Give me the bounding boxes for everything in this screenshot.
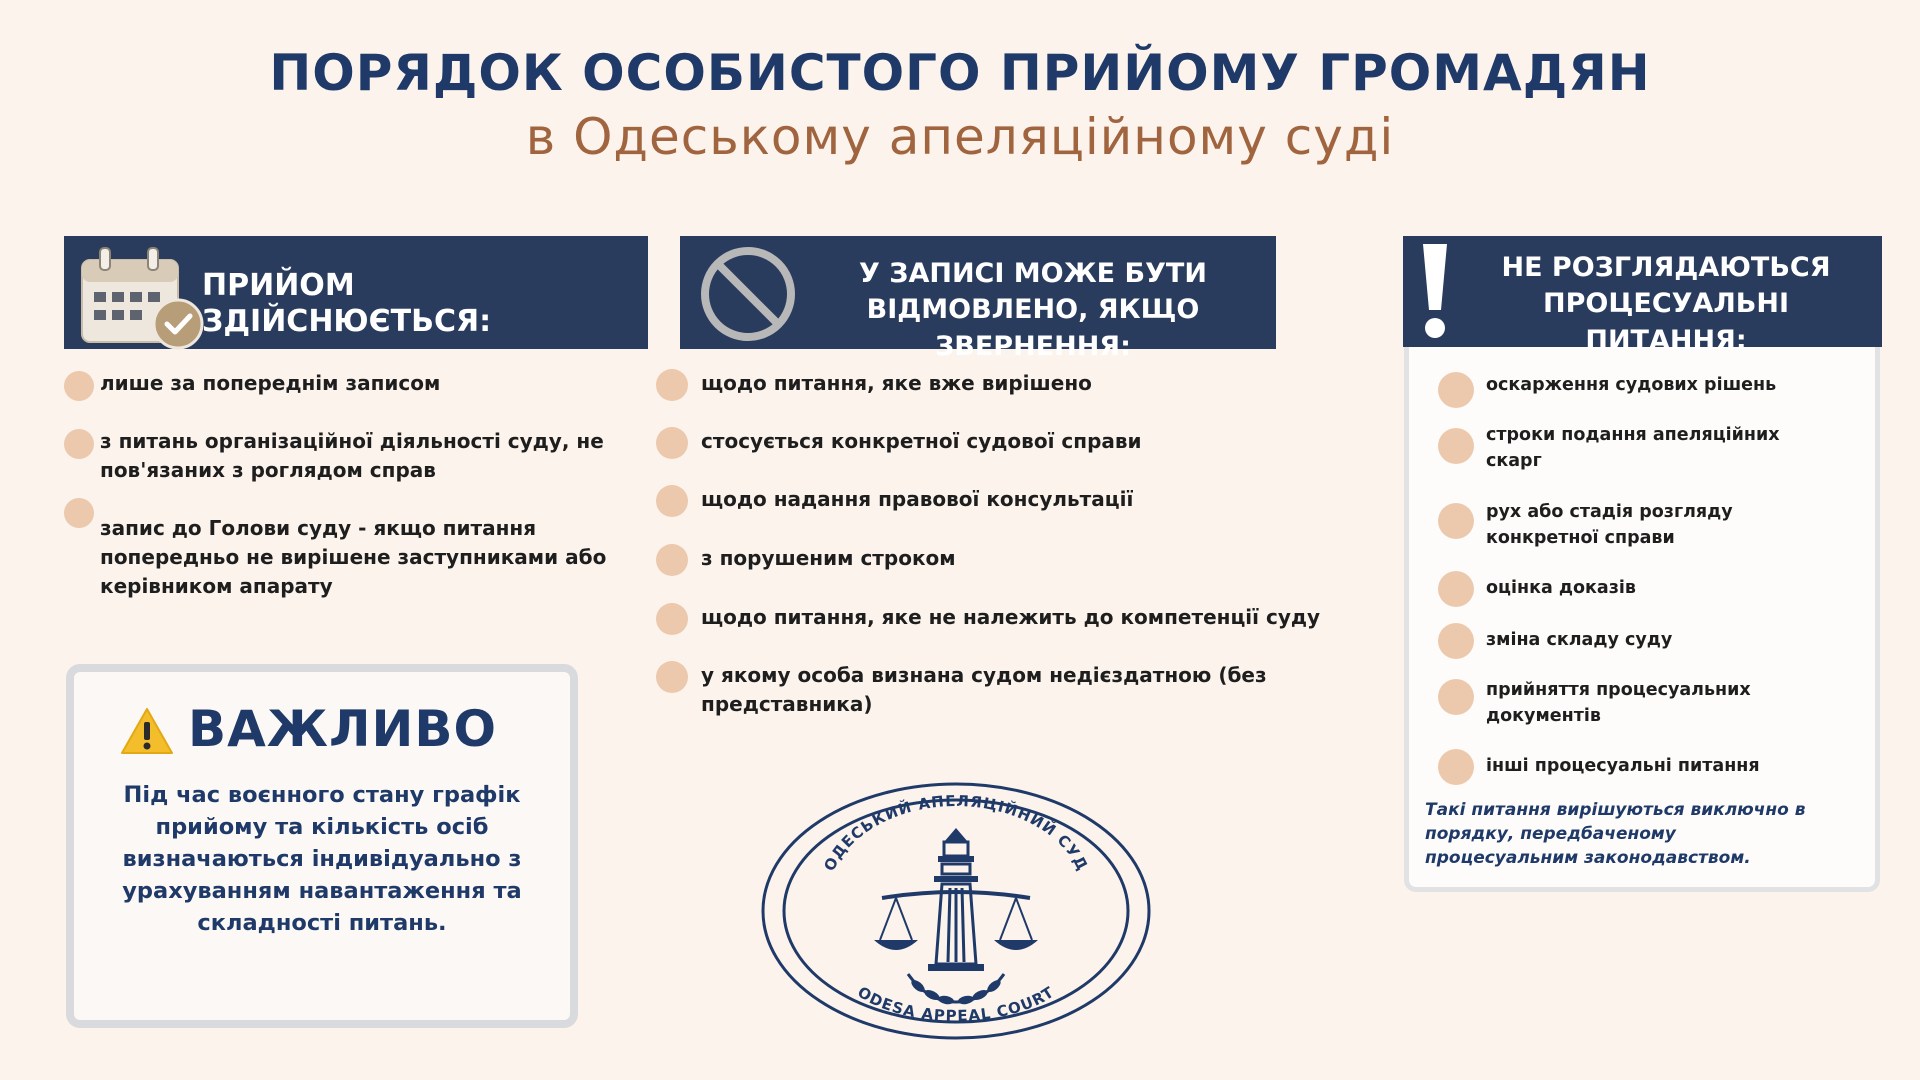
list-item: оцінка доказів (1486, 575, 1826, 601)
list-item: стосується конкретної судової справи (701, 427, 1361, 456)
bullet-dot (1438, 679, 1474, 715)
bullet-dot (1438, 571, 1474, 607)
refusal-heading-line1: У ЗАПИСІ МОЖЕ БУТИ (859, 258, 1207, 289)
svg-text:ODESA APPEAL COURT (854, 983, 1057, 1025)
procedural-heading (1461, 250, 1871, 359)
court-seal-logo (758, 780, 1154, 1042)
list-item: оскарження судових рішень (1486, 372, 1826, 398)
list-item: у якому особа визнана судом недієздатною (без представника) (701, 661, 1361, 719)
refusal-banner (680, 236, 1276, 362)
list-item: щодо питання, яке не належить до компетенції суду (701, 603, 1361, 632)
bullet-dot (656, 603, 688, 635)
list-item: з порушеним строком (701, 544, 1361, 573)
list-item: зміна складу суду (1486, 627, 1826, 653)
seal-top-text: ОДЕСЬКИЙ АПЕЛЯЦІЙНИЙ СУД (820, 791, 1092, 875)
bullet-dot (64, 371, 94, 401)
bullet-dot (656, 427, 688, 459)
bullet-dot (656, 661, 688, 693)
bullet-dot (1438, 503, 1474, 539)
bullet-dot (1438, 428, 1474, 464)
list-item: щодо питання, яке вже вирішено (701, 369, 1361, 398)
list-item: рух або стадія розгляду конкретної справи (1486, 499, 1826, 552)
page-subtitle: в Одеському апеляційному суді (525, 108, 1395, 166)
list-item: строки подання апеляційних скарг (1486, 422, 1826, 475)
list-item: лише за попереднім записом (100, 369, 620, 398)
page-title: ПОРЯДОК ОСОБИСТОГО ПРИЙОМУ ГРОМАДЯН (269, 44, 1651, 102)
list-item: прийняття процесуальних документів (1486, 677, 1826, 730)
list-item: щодо надання правової консультації (701, 485, 1361, 514)
list-item: запис до Голови суду - якщо питання попередньо не вирішене заступниками або керівником апарату (100, 514, 620, 601)
reception-heading: ПРИЙОМ ЗДІЙСНЮЄТЬСЯ: (202, 268, 492, 339)
procedural-heading-line2: ПРОЦЕСУАЛЬНІ ПИТАННЯ: (1542, 288, 1789, 356)
bullet-dot (656, 369, 688, 401)
list-item: інші процесуальні питання (1486, 753, 1826, 779)
bullet-dot (1438, 749, 1474, 785)
bullet-dot (1438, 623, 1474, 659)
refusal-heading (798, 256, 1268, 365)
bullet-dot (656, 485, 688, 517)
procedural-banner (1403, 236, 1882, 356)
important-title: ВАЖЛИВО (188, 700, 498, 758)
refusal-heading-line2: ВІДМОВЛЕНО, ЯКЩО ЗВЕРНЕННЯ: (866, 294, 1200, 362)
procedural-heading-line1: НЕ РОЗГЛЯДАЮТЬСЯ (1501, 252, 1831, 283)
calendar-check-icon (78, 244, 208, 354)
bullet-dot (64, 429, 94, 459)
bullet-dot (1438, 372, 1474, 408)
bullet-dot (656, 544, 688, 576)
bullet-dot (64, 498, 94, 528)
prohibited-icon (698, 244, 798, 344)
important-box (66, 664, 578, 1028)
seal-bottom-text: ODESA APPEAL COURT (854, 982, 1058, 1025)
list-item: з питань організаційної діяльності суду, не пов'язаних з роглядом справ (100, 427, 620, 485)
exclamation-icon (1417, 242, 1453, 342)
important-text: Під час воєнного стану графік прийому та кількість осіб визначаються індивідуально з урахуванням навантаження та складності питань. (122, 782, 522, 936)
reception-banner (64, 236, 648, 349)
warning-icon (120, 706, 174, 756)
procedural-note: Такі питання вирішуються виключно в порядку, передбаченому процесуальним законодавством. (1425, 800, 1806, 868)
